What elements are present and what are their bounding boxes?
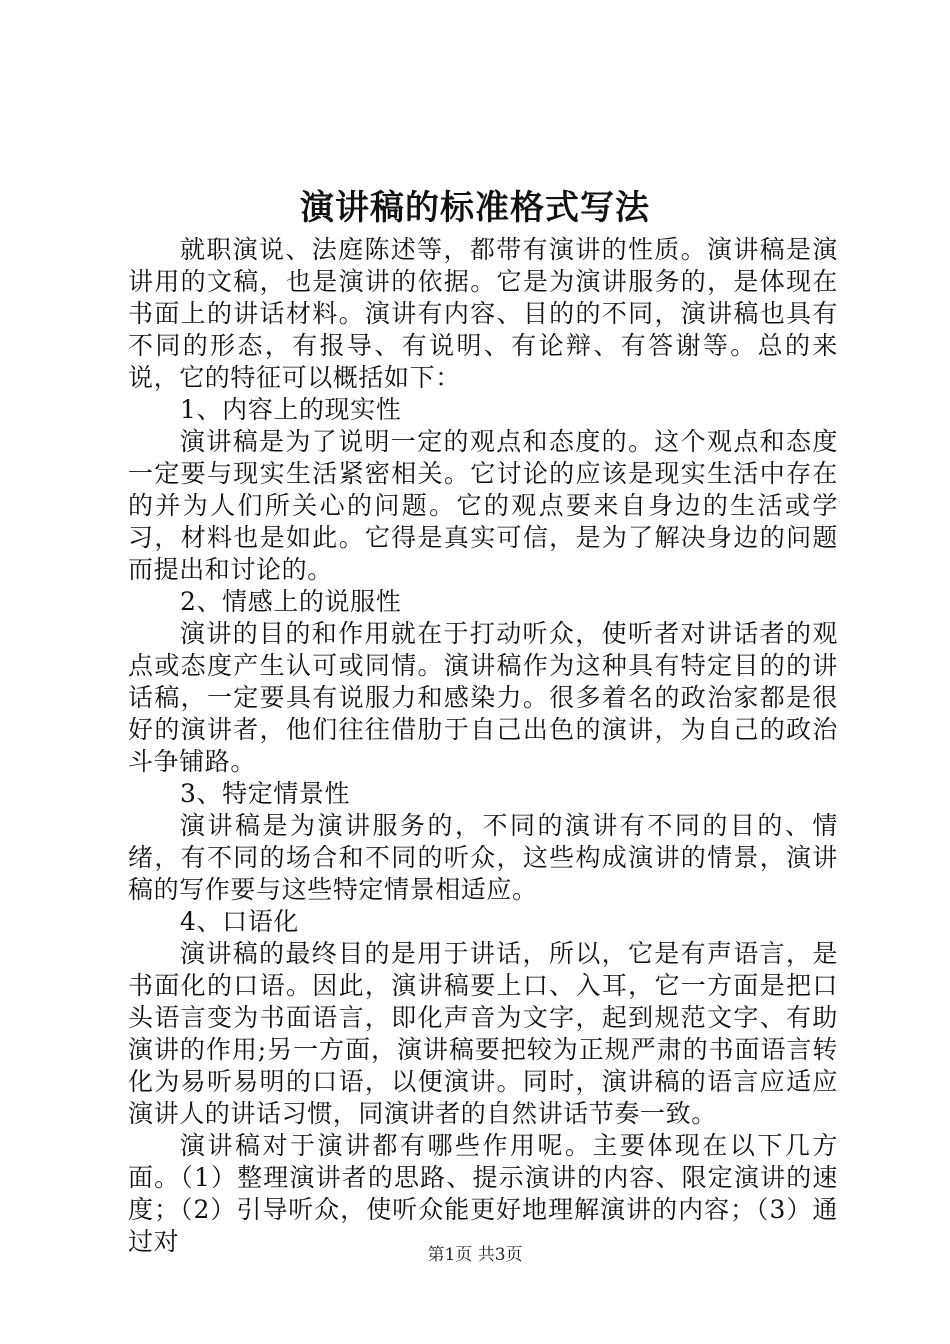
paragraph-functions: 演讲稿对于演讲都有哪些作用呢。主要体现在以下几方面。（1）整理演讲者的思路、提示演讲的内容、限定演讲的速度；（2）引导听众，使听众能更好地理解演讲的内容；（3）通过对 — [128, 1131, 838, 1256]
document-title: 演讲稿的标准格式写法 — [300, 188, 650, 228]
paragraph-section-4: 演讲稿的最终目的是用于讲话，所以，它是有声语言，是书面化的口语。因此，演讲稿要上口、入耳，它一方面是把口头语言变为书面语言，即化声音为文字，起到规范文字、有助演讲的作用;另一方面，演讲稿要把较为正规严肃的书面语言转化为易听易明的口语，以便演讲。同时，演讲稿的语言应适应演讲人的讲话习惯，同演讲者的自然讲话节奏一致。 — [128, 939, 838, 1128]
section-heading-1: 1、内容上的现实性 — [180, 395, 402, 424]
section-heading-3: 3、特定情景性 — [180, 779, 351, 808]
document-body — [128, 234, 838, 1258]
section-heading-4: 4、口语化 — [180, 907, 299, 936]
paragraph-intro: 就职演说、法庭陈述等，都带有演讲的性质。演讲稿是演讲用的文稿，也是演讲的依据。它是为演讲服务的，是体现在书面上的讲话材料。演讲有内容、目的的不同，演讲稿也具有不同的形态，有报导、有说明、有论辩、有答谢等。总的来说，它的特征可以概括如下： — [128, 235, 838, 392]
page-footer: 第1页 共3页 — [427, 1245, 523, 1265]
paragraph-section-2: 演讲的目的和作用就在于打动听众，使听者对讲话者的观点或态度产生认可或同情。演讲稿作为这种具有特定目的的讲话稿，一定要具有说服力和感染力。很多着名的政治家都是很好的演讲者，他们往往借肋于自己出色的演讲，为自己的政治斗争铺路。 — [128, 619, 838, 776]
section-heading-2: 2、情感上的说服性 — [180, 587, 402, 616]
paragraph-section-1: 演讲稿是为了说明一定的观点和态度的。这个观点和态度一定要与现实生活紧密相关。它讨论的应该是现实生活中存在的并为人们所关心的问题。它的观点要来自身边的生活或学习，材料也是如此。它得是真实可信，是为了解决身边的问题而提出和讨论的。 — [128, 427, 838, 584]
paragraph-section-3: 演讲稿是为演讲服务的，不同的演讲有不同的目的、情绪，有不同的场合和不同的听众，这些构成演讲的情景，演讲稿的写作要与这些特定情景相适应。 — [128, 811, 838, 904]
